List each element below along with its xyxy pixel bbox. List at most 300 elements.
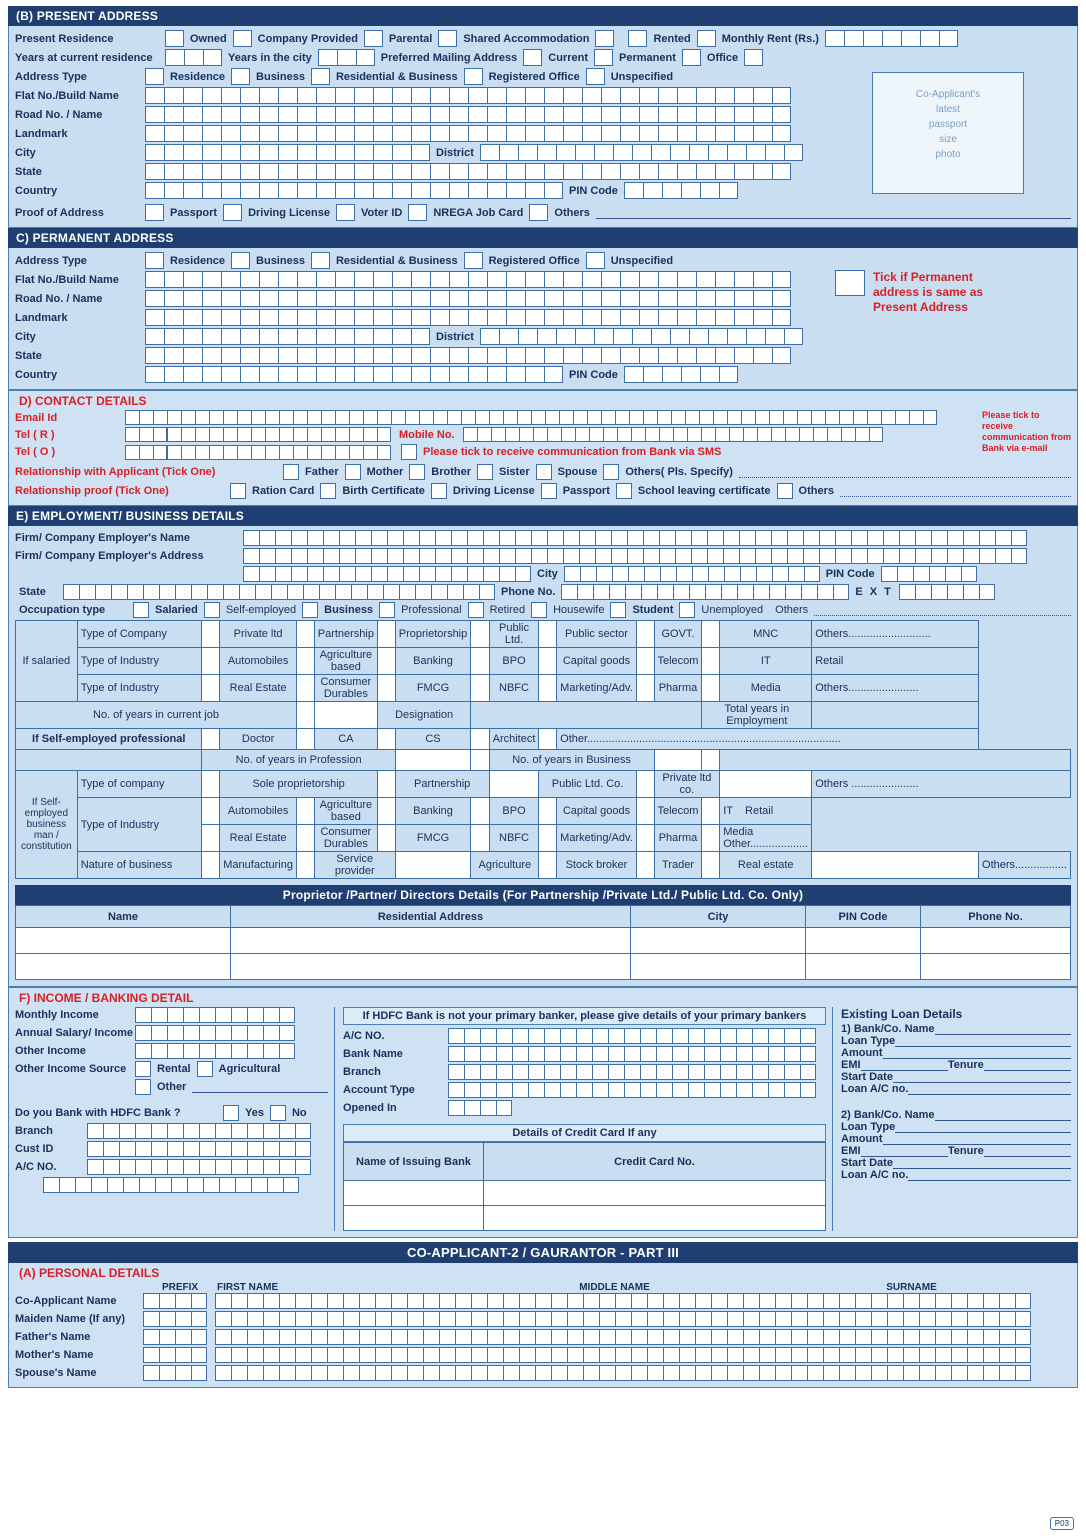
mother-name-label: Mother's Name <box>15 1349 94 1361</box>
hdfc-acno-input-2[interactable] <box>43 1177 299 1193</box>
checkbox-source-agricultural[interactable] <box>197 1061 213 1077</box>
option-ind-capital-goods: Capital goods <box>557 648 637 675</box>
income-section <box>8 987 1078 1238</box>
option-nature-trader: Trader <box>654 852 702 879</box>
directors-row1-name[interactable] <box>16 928 231 954</box>
banker-acno-input[interactable] <box>448 1028 816 1044</box>
maiden-name-input[interactable] <box>215 1311 1031 1327</box>
loan1-acno-input[interactable] <box>908 1083 1071 1095</box>
perm-state-row <box>15 347 825 364</box>
checkbox-comp-public-sector[interactable] <box>539 621 557 648</box>
checkbox-ind-bpo[interactable] <box>471 648 489 675</box>
loan2-type-row <box>841 1121 1071 1133</box>
emp-city-pin-row <box>15 566 1071 582</box>
relationship-proof-other-input[interactable] <box>840 485 1071 497</box>
option-source-rental: Rental <box>157 1063 191 1075</box>
father-name-prefix-input[interactable] <box>143 1329 207 1345</box>
option-selfcomp-sole-proprietorship: Sole proprietorship <box>220 771 378 798</box>
checkbox-selfcomp-partnership[interactable] <box>378 771 396 798</box>
industry-others-cell[interactable]: Others....................... <box>812 675 979 702</box>
checkbox-prof-other[interactable] <box>539 729 557 750</box>
flat-no-input[interactable] <box>145 87 791 104</box>
proof-others-input[interactable] <box>596 207 1071 219</box>
directors-row2-address[interactable] <box>231 954 631 980</box>
checkbox-nature-real-estate[interactable] <box>702 852 720 879</box>
checkbox-prof-cs[interactable] <box>378 729 396 750</box>
option-addrtype-residence: Residence <box>170 70 226 83</box>
perm-country-label: Country <box>15 368 58 381</box>
loan2-acno-input[interactable] <box>908 1169 1071 1181</box>
nature-others-cell[interactable]: Others................. <box>979 852 1071 879</box>
hdfc-bank-question-row <box>15 1105 328 1121</box>
firm-name-input[interactable] <box>243 530 1027 546</box>
hdfc-branch-label: Branch <box>15 1125 53 1137</box>
checkbox-perm-addrtype-res-biz[interactable] <box>311 252 330 269</box>
checkbox-selfcomp-others[interactable] <box>720 771 812 798</box>
option-prof-other: Other <box>560 733 588 745</box>
relationship-other-input[interactable] <box>739 466 1071 478</box>
source-other-input[interactable] <box>192 1081 328 1093</box>
checkbox-proof-nrega[interactable] <box>408 204 427 221</box>
option-selfind-capital-goods: Capital goods <box>557 798 637 825</box>
option-ind-media: Media <box>720 675 812 702</box>
coapplicant2-personal-section <box>8 1263 1078 1388</box>
perm-flat-no-input[interactable] <box>145 271 791 288</box>
email-row <box>15 410 976 425</box>
perm-state-label: State <box>15 349 42 362</box>
directors-col-phone: Phone No. <box>921 906 1071 928</box>
maiden-name-prefix-input[interactable] <box>143 1311 207 1327</box>
directors-row1-city[interactable] <box>631 928 806 954</box>
option-relproof-ration-card: Ration Card <box>252 485 315 497</box>
checkbox-same-as-present[interactable] <box>835 270 865 296</box>
option-addrtype-business: Business <box>256 70 305 83</box>
emp-city-input[interactable] <box>564 566 820 582</box>
coapplicant-name-input[interactable] <box>215 1293 1031 1309</box>
occupation-other-input[interactable] <box>814 604 1071 616</box>
tel-r-std-input[interactable] <box>125 427 167 442</box>
landmark-input[interactable] <box>145 125 791 142</box>
checkbox-mailing-current[interactable] <box>523 49 542 66</box>
checkbox-occ-unemployed[interactable] <box>679 602 695 618</box>
loan2-bank-row <box>841 1109 1071 1121</box>
checkbox-selfind-agriculture[interactable] <box>296 798 314 825</box>
checkbox-addrtype-business[interactable] <box>231 68 250 85</box>
option-selfind-other: Other <box>723 838 751 850</box>
checkbox-perm-addrtype-business[interactable] <box>231 252 250 269</box>
checkbox-rel-brother[interactable] <box>409 464 425 480</box>
checkbox-mailing-office[interactable] <box>682 49 701 66</box>
perm-road-no-label: Road No. / Name <box>15 292 103 305</box>
checkbox-rel-mother[interactable] <box>345 464 361 480</box>
self-type-of-industry-label: Type of Industry <box>77 798 202 852</box>
checkbox-comp-mnc[interactable] <box>702 621 720 648</box>
emp-phone-input[interactable] <box>561 584 849 600</box>
option-relproof-others: Others <box>798 485 834 497</box>
checkbox-comp-partnership[interactable] <box>296 621 314 648</box>
checkbox-occ-retired[interactable] <box>468 602 484 618</box>
hdfc-branch-input[interactable] <box>87 1123 311 1139</box>
checkbox-occ-business[interactable] <box>302 602 318 618</box>
checkbox-prof-architect[interactable] <box>471 729 489 750</box>
checkbox-selfind-consumer-durables[interactable] <box>296 825 314 852</box>
credit-card-row1-bank[interactable] <box>344 1181 484 1206</box>
col-surname: SURNAME <box>886 1282 937 1293</box>
mother-name-prefix-input[interactable] <box>143 1347 207 1363</box>
credit-card-row2-number[interactable] <box>484 1206 826 1231</box>
option-selfind-automobiles: Automobiles <box>220 798 297 825</box>
years-current-job-label: No. of years in current job <box>16 702 297 729</box>
option-comp-public-sector: Public sector <box>557 621 637 648</box>
loan2-emi-input[interactable] <box>861 1145 948 1157</box>
emp-city-label: City <box>537 568 558 580</box>
selfind-other-cell[interactable]: Media Other................... <box>720 825 812 852</box>
designation-input[interactable] <box>471 702 702 729</box>
perm-district-input[interactable] <box>480 328 803 345</box>
checkbox-selfind-automobiles[interactable] <box>202 798 220 825</box>
checkbox-comp-private-ltd[interactable] <box>202 621 220 648</box>
checkbox-selfind-telecom[interactable] <box>636 798 654 825</box>
banker-account-type-input[interactable] <box>448 1082 816 1098</box>
checkbox-sms-consent[interactable] <box>401 444 417 460</box>
option-proof-driving-license: Driving License <box>248 206 330 219</box>
monthly-rent-input[interactable] <box>825 30 958 47</box>
credit-card-row1-number[interactable] <box>484 1181 826 1206</box>
email-input[interactable] <box>125 410 937 425</box>
spouse-name-input[interactable] <box>215 1365 1031 1381</box>
directors-row2-city[interactable] <box>631 954 806 980</box>
checkbox-occ-student[interactable] <box>610 602 626 618</box>
checkbox-occ-housewife[interactable] <box>531 602 547 618</box>
checkbox-nature-agriculture[interactable] <box>395 852 470 879</box>
option-comp-partnership: Partnership <box>314 621 377 648</box>
checkbox-selfind-fmcg[interactable] <box>378 825 396 852</box>
checkbox-ind-pharma[interactable] <box>636 675 654 702</box>
option-selfind-telecom: Telecom <box>654 798 702 825</box>
annual-salary-label: Annual Salary/ Income <box>15 1027 133 1039</box>
banker-name-input[interactable] <box>448 1046 816 1062</box>
option-ind-bpo: BPO <box>489 648 539 675</box>
emp-ext-input[interactable] <box>899 584 995 600</box>
checkbox-ind-automobiles[interactable] <box>202 648 220 675</box>
road-no-label: Road No. / Name <box>15 108 103 121</box>
checkbox-perm-addrtype-unspecified[interactable] <box>586 252 605 269</box>
checkbox-perm-addrtype-residence[interactable] <box>145 252 164 269</box>
checkbox-selfcomp-sole-proprietorship[interactable] <box>202 771 220 798</box>
checkbox-rel-sister[interactable] <box>477 464 493 480</box>
checkbox-comp-govt[interactable] <box>636 621 654 648</box>
company-others-cell[interactable]: Others........................... <box>812 621 979 648</box>
profession-other-cell[interactable]: Other................................................................................... <box>557 729 979 750</box>
checkbox-prof-doctor[interactable] <box>202 729 220 750</box>
banker-opened-in-input[interactable] <box>448 1100 512 1116</box>
road-no-input[interactable] <box>145 106 791 123</box>
loan2-amount-input[interactable] <box>883 1133 1071 1145</box>
checkbox-rel-father[interactable] <box>283 464 299 480</box>
years-in-business-input-2[interactable] <box>702 750 720 771</box>
loan2-start-label: Start Date <box>841 1157 893 1169</box>
checkbox-selfind-capital-goods[interactable] <box>539 798 557 825</box>
option-relproof-passport: Passport <box>562 485 610 497</box>
father-name-input[interactable] <box>215 1329 1031 1345</box>
checkbox-ind-agriculture[interactable] <box>296 648 314 675</box>
relationship-proof-row <box>15 483 1071 499</box>
option-addrtype-unspecified: Unspecified <box>610 70 674 83</box>
option-selfcomp-partnership: Partnership <box>395 771 489 798</box>
banker-name-label: Bank Name <box>343 1048 403 1060</box>
checkbox-mailing-office-2[interactable] <box>744 49 763 66</box>
checkbox-shared-accommodation[interactable] <box>438 30 457 47</box>
checkbox-occ-self-employed[interactable] <box>204 602 220 618</box>
flat-no-row <box>15 87 825 104</box>
emp-state-input[interactable] <box>63 584 495 600</box>
spouse-name-prefix-input[interactable] <box>143 1365 207 1381</box>
checkbox-ind-banking[interactable] <box>378 648 396 675</box>
father-name-row <box>15 1329 1071 1345</box>
other-income-input[interactable] <box>135 1043 295 1059</box>
mother-name-row <box>15 1347 1071 1363</box>
banker-opened-in-label: Opened In <box>343 1102 397 1114</box>
checkbox-source-other[interactable] <box>135 1079 151 1095</box>
option-proof-voter-id: Voter ID <box>361 206 403 219</box>
checkbox-ind-nbfc[interactable] <box>471 675 489 702</box>
designation-label: Designation <box>378 702 471 729</box>
loan2-tenure-label: Tenure <box>947 1145 984 1157</box>
checkbox-nature-manufacturing[interactable] <box>202 852 220 879</box>
loan1-emi-row <box>841 1059 1071 1071</box>
option-rel-father: Father <box>305 466 339 478</box>
email-label: Email Id <box>15 411 58 424</box>
perm-road-no-input[interactable] <box>145 290 791 307</box>
tel-o-std-input[interactable] <box>125 445 167 460</box>
mother-name-input[interactable] <box>215 1347 1031 1363</box>
loan2-type-input[interactable] <box>895 1121 1071 1133</box>
father-name-label: Father's Name <box>15 1331 91 1343</box>
directors-row2-name[interactable] <box>16 954 231 980</box>
checkbox-selfcomp-private-ltd[interactable] <box>636 771 654 798</box>
total-years-input[interactable] <box>812 702 979 729</box>
checkbox-rented[interactable] <box>628 30 647 47</box>
checkbox-ind-real-estate[interactable] <box>202 675 220 702</box>
tel-r-number-input[interactable] <box>167 427 391 442</box>
checkbox-hdfc-yes[interactable] <box>223 1105 239 1121</box>
perm-country-input[interactable] <box>145 366 563 383</box>
other-income-label: Other Income <box>15 1045 86 1057</box>
loan2-tenure-input[interactable] <box>984 1145 1071 1157</box>
loan2-start-input[interactable] <box>893 1157 1071 1169</box>
option-prof-ca: CA <box>314 729 377 750</box>
checkbox-selfind-real-estate[interactable] <box>202 825 220 852</box>
years-in-profession-input-1[interactable] <box>395 750 470 771</box>
years-current-job-input-2[interactable] <box>314 702 377 729</box>
checkbox-proof-driving-license[interactable] <box>223 204 242 221</box>
years-in-business-input-1[interactable] <box>654 750 702 771</box>
checkbox-proof-others[interactable] <box>529 204 548 221</box>
other-income-source-row <box>15 1061 328 1077</box>
loan1-amount-input[interactable] <box>883 1047 1071 1059</box>
photo-line-5: photo <box>935 149 961 160</box>
mobile-input[interactable] <box>463 427 883 442</box>
annual-salary-input[interactable] <box>135 1025 295 1041</box>
permanent-address-section <box>8 248 1078 390</box>
checkbox-ind-consumer-durables[interactable] <box>296 675 314 702</box>
checkbox-proof-voter-id[interactable] <box>336 204 355 221</box>
maiden-name-label: Maiden Name (If any) <box>15 1313 126 1325</box>
years-current-residence-input[interactable] <box>165 49 222 66</box>
credit-card-title: Details of Credit Card If any <box>343 1124 826 1142</box>
checkbox-rel-others[interactable] <box>603 464 619 480</box>
checkbox-ind-telecom[interactable] <box>636 648 654 675</box>
emp-pin-input[interactable] <box>881 566 977 582</box>
checkbox-addrtype-res-biz[interactable] <box>311 68 330 85</box>
checkbox-ind-capital-goods[interactable] <box>539 648 557 675</box>
emp-address-line2-input[interactable] <box>243 566 531 582</box>
checkbox-source-rental[interactable] <box>135 1061 151 1077</box>
checkbox-addrtype-unspecified[interactable] <box>586 68 605 85</box>
perm-city-input[interactable] <box>145 328 430 345</box>
type-of-company-label: Type of Company <box>77 621 202 648</box>
directors-table <box>15 905 1071 980</box>
checkbox-selfind-banking[interactable] <box>378 798 396 825</box>
checkbox-relproof-ration-card[interactable] <box>230 483 246 499</box>
monthly-income-input[interactable] <box>135 1007 295 1023</box>
loan2-bank-input[interactable] <box>935 1109 1071 1121</box>
checkbox-proof-passport[interactable] <box>145 204 164 221</box>
checkbox-selfcomp-public-ltd[interactable] <box>489 771 539 798</box>
years-current-job-input-1[interactable] <box>296 702 314 729</box>
years-row <box>15 49 1071 66</box>
directors-row1-phone[interactable] <box>921 928 1071 954</box>
checkbox-occ-professional[interactable] <box>379 602 395 618</box>
checkbox-addrtype-regoffice[interactable] <box>464 68 483 85</box>
option-ind-nbfc: NBFC <box>489 675 539 702</box>
checkbox-relproof-driving-license[interactable] <box>431 483 447 499</box>
loan1-start-input[interactable] <box>893 1071 1071 1083</box>
retail-cell-1[interactable] <box>812 648 979 675</box>
checkbox-selfind-it[interactable] <box>702 798 720 825</box>
checkbox-selfind-marketing[interactable] <box>539 825 557 852</box>
option-occ-student: Student <box>632 604 674 616</box>
checkbox-selfind-pharma[interactable] <box>636 825 654 852</box>
checkbox-parental[interactable] <box>364 30 383 47</box>
loan1-start-row <box>841 1071 1071 1083</box>
option-selfcomp-others: Others <box>815 778 849 790</box>
flat-no-label: Flat No./Build Name <box>15 89 119 102</box>
loan1-type-input[interactable] <box>895 1035 1071 1047</box>
credit-card-row2-bank[interactable] <box>344 1206 484 1231</box>
option-selfind-media: Media <box>723 826 754 838</box>
checkbox-owned[interactable] <box>165 30 184 47</box>
checkbox-ind-fmcg[interactable] <box>378 675 396 702</box>
checkbox-comp-public-ltd[interactable] <box>471 621 489 648</box>
checkbox-selfind-nbfc[interactable] <box>471 825 489 852</box>
employment-section <box>8 526 1078 987</box>
checkbox-hdfc-no[interactable] <box>270 1105 286 1121</box>
loan1-type-label: Loan Type <box>841 1035 896 1047</box>
selfind-retail-cell[interactable] <box>720 798 812 825</box>
page-code-badge: P03 <box>1050 1517 1074 1530</box>
banker-branch-input[interactable] <box>448 1064 816 1080</box>
occupation-row <box>15 602 1071 618</box>
district-input[interactable] <box>480 144 803 161</box>
tel-r-row <box>15 427 976 442</box>
directors-row1-address[interactable] <box>231 928 631 954</box>
if-salaried-label: If salaried <box>16 621 78 702</box>
country-input[interactable] <box>145 182 563 199</box>
checkbox-rel-spouse[interactable] <box>536 464 552 480</box>
pin-code-input[interactable] <box>624 182 738 199</box>
firm-address-input[interactable] <box>243 548 1027 564</box>
checkbox-nature-stock-broker[interactable] <box>539 852 557 879</box>
checkbox-prof-ca[interactable] <box>296 729 314 750</box>
perm-landmark-input[interactable] <box>145 309 791 326</box>
checkbox-ind-it[interactable] <box>702 648 720 675</box>
hdfc-acno-input[interactable] <box>87 1159 311 1175</box>
tel-o-number-input[interactable] <box>167 445 391 460</box>
checkbox-company-provided[interactable] <box>233 30 252 47</box>
perm-flat-no-row <box>15 271 825 288</box>
state-label: State <box>15 165 42 178</box>
checkbox-selfind-media[interactable] <box>702 825 720 852</box>
option-rel-brother: Brother <box>431 466 472 478</box>
perm-pin-code-label: PIN Code <box>569 368 618 381</box>
option-selfind-pharma: Pharma <box>654 825 702 852</box>
checkbox-comp-proprietorship[interactable] <box>378 621 396 648</box>
contact-details-section <box>8 390 1078 506</box>
checkbox-perm-addrtype-regoffice[interactable] <box>464 252 483 269</box>
loan1-tenure-input[interactable] <box>984 1059 1071 1071</box>
checkbox-selfind-bpo[interactable] <box>471 798 489 825</box>
checkbox-mailing-permanent[interactable] <box>594 49 613 66</box>
years-in-city-input[interactable] <box>318 49 375 66</box>
checkbox-ind-marketing[interactable] <box>539 675 557 702</box>
section-header-employment: E) EMPLOYMENT/ BUSINESS DETAILS <box>8 506 1078 526</box>
checkbox-addrtype-residence[interactable] <box>145 68 164 85</box>
hdfc-custid-input[interactable] <box>87 1141 311 1157</box>
years-in-profession-input-2[interactable] <box>471 750 489 771</box>
state-input[interactable] <box>145 163 791 180</box>
checkbox-occ-salaried[interactable] <box>133 602 149 618</box>
monthly-income-row <box>15 1007 328 1023</box>
coapplicant-name-prefix-input[interactable] <box>143 1293 207 1309</box>
loan1-bank-input[interactable] <box>935 1023 1071 1035</box>
checkbox-relproof-school-leaving[interactable] <box>616 483 632 499</box>
if-self-employed-professional-label: If Self-employed professional <box>16 729 202 750</box>
checkbox-rented-2[interactable] <box>697 30 716 47</box>
loan1-emi-input[interactable] <box>861 1059 948 1071</box>
firm-address-row <box>15 548 1071 564</box>
option-addrtype-res-biz: Residential & Business <box>335 70 458 83</box>
checkbox-relproof-passport[interactable] <box>541 483 557 499</box>
directors-row2-pin[interactable] <box>806 954 921 980</box>
selfcomp-others-cell[interactable]: Others ...................... <box>812 771 1071 798</box>
address-type-label: Address Type <box>15 70 87 83</box>
checkbox-relproof-birth-certificate[interactable] <box>320 483 336 499</box>
directors-row2-phone[interactable] <box>921 954 1071 980</box>
checkbox-rented-spacer[interactable] <box>595 30 614 47</box>
perm-pin-code-input[interactable] <box>624 366 738 383</box>
perm-state-input[interactable] <box>145 347 791 364</box>
checkbox-relproof-others[interactable] <box>777 483 793 499</box>
checkbox-ind-media[interactable] <box>702 675 720 702</box>
mobile-label: Mobile No. <box>399 428 455 441</box>
option-occ-business: Business <box>324 604 374 616</box>
directors-row1-pin[interactable] <box>806 928 921 954</box>
checkbox-nature-trader[interactable] <box>636 852 654 879</box>
checkbox-nature-others[interactable] <box>812 852 979 879</box>
checkbox-nature-service-provider[interactable] <box>296 852 314 879</box>
city-input[interactable] <box>145 144 430 161</box>
